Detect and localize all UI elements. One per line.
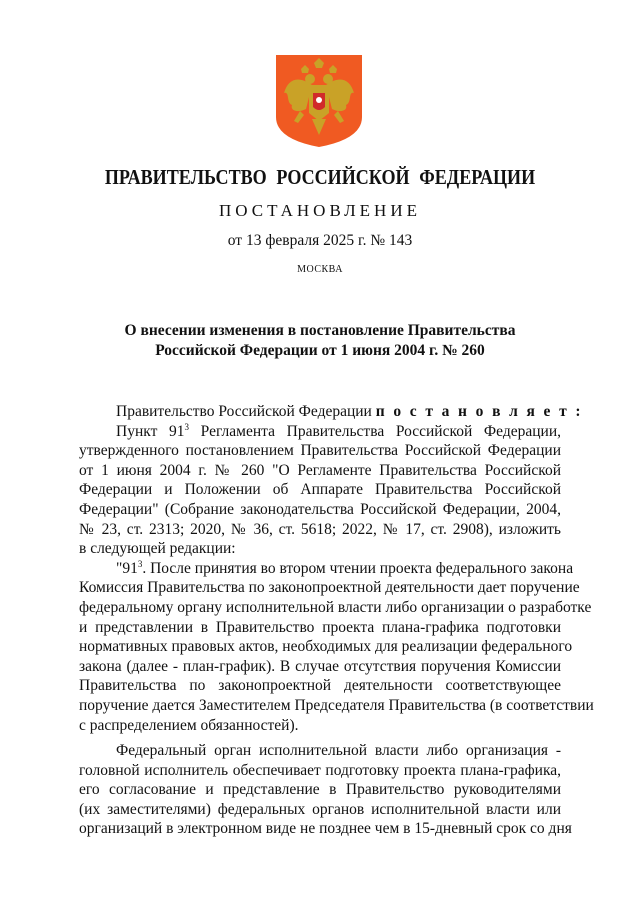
text: "91: [116, 559, 138, 577]
paragraph-1-line: Федерации и Положении об Аппарате Правительства Российской: [79, 481, 561, 499]
paragraph-1-line: в следующей редакции:: [79, 540, 236, 558]
intro-text: Правительство Российской Федерации: [116, 403, 376, 420]
decree-title: [0, 321, 640, 361]
decree-type: ПОСТАНОВЛЕНИЕ: [218, 201, 421, 220]
paragraph-2-line: закона (далее - план-график). В случае отсутствия поручения Комиссии: [79, 657, 561, 675]
paragraph-2-line: нормативных правовых актов, необходимых для реализации федерального: [79, 638, 573, 656]
paragraph-2-line: поручение дается Заместителем Председателя Правительства (в соответствии: [79, 696, 594, 714]
text: Регламента Правительства Российской Федерации,: [189, 422, 562, 440]
decree-title-line-2: Российской Федерации от 1 июня 2004 г. № 260: [155, 342, 485, 359]
superscript: 3: [137, 558, 143, 569]
paragraph-2-line: и представлении в Правительство проекта плана-графика подготовки: [79, 618, 561, 636]
paragraph-3-line: организаций в электронном виде не позднее чем в 15-дневный срок со дня: [79, 820, 572, 838]
paragraph-1-line: Федерации" (Собрание законодательства Российской Федерации, 2004,: [79, 500, 561, 518]
resolves-text: п о с т а н о в л я е т :: [375, 403, 583, 420]
text: Пункт 91: [116, 422, 185, 440]
paragraph-3-line: Федеральный орган исполнительной власти либо организация -: [116, 742, 561, 760]
decree-date-number: от 13 февраля 2025 г. № 143: [227, 232, 413, 249]
paragraph-2-line: [79, 558, 574, 579]
decree-title-line-1: О внесении изменения в постановление Правительства: [124, 322, 516, 339]
paragraph-3-line: головной исполнитель обеспечивает подготовку проекта плана-графика,: [79, 761, 561, 779]
paragraph-2-line: с распределением обязанностей).: [79, 716, 299, 734]
paragraph-1-line: утвержденного постановлением Правительства Российской Федерации: [79, 442, 561, 460]
intro-line: [79, 402, 583, 422]
paragraph-1-line: от 1 июня 2004 г. № 260 "О Регламенте Правительства Российской: [79, 461, 561, 479]
paragraph-1-line: № 23, ст. 2313; 2020, № 36, ст. 5618; 2022, № 17, ст. 2908), изложить: [79, 520, 561, 538]
paragraph-3-line: его согласование и представление в Правительство руководителями: [79, 781, 561, 799]
decree-body: [79, 402, 594, 839]
paragraph-2-line: федеральному органу исполнительной власти либо организации о разработке: [79, 598, 592, 616]
paragraph-3-line: (их заместителями) федеральных органов исполнительной власти или: [79, 800, 561, 818]
paragraph-2-line: Комиссия Правительства по законопроектной деятельности дает поручение: [79, 579, 580, 597]
city-name: МОСКВА: [297, 264, 343, 275]
paragraph-2-line: Правительства по законопроектной деятельности соответствующее: [79, 677, 561, 695]
text: . После принятия во втором чтении проекта федерального закона: [142, 559, 574, 577]
superscript: 3: [184, 421, 190, 432]
coat-of-arms-emblem: [276, 55, 362, 147]
government-name: ПРАВИТЕЛЬСТВО РОССИЙСКОЙ ФЕДЕРАЦИИ: [104, 165, 536, 189]
paragraph-1-line: [79, 422, 561, 442]
